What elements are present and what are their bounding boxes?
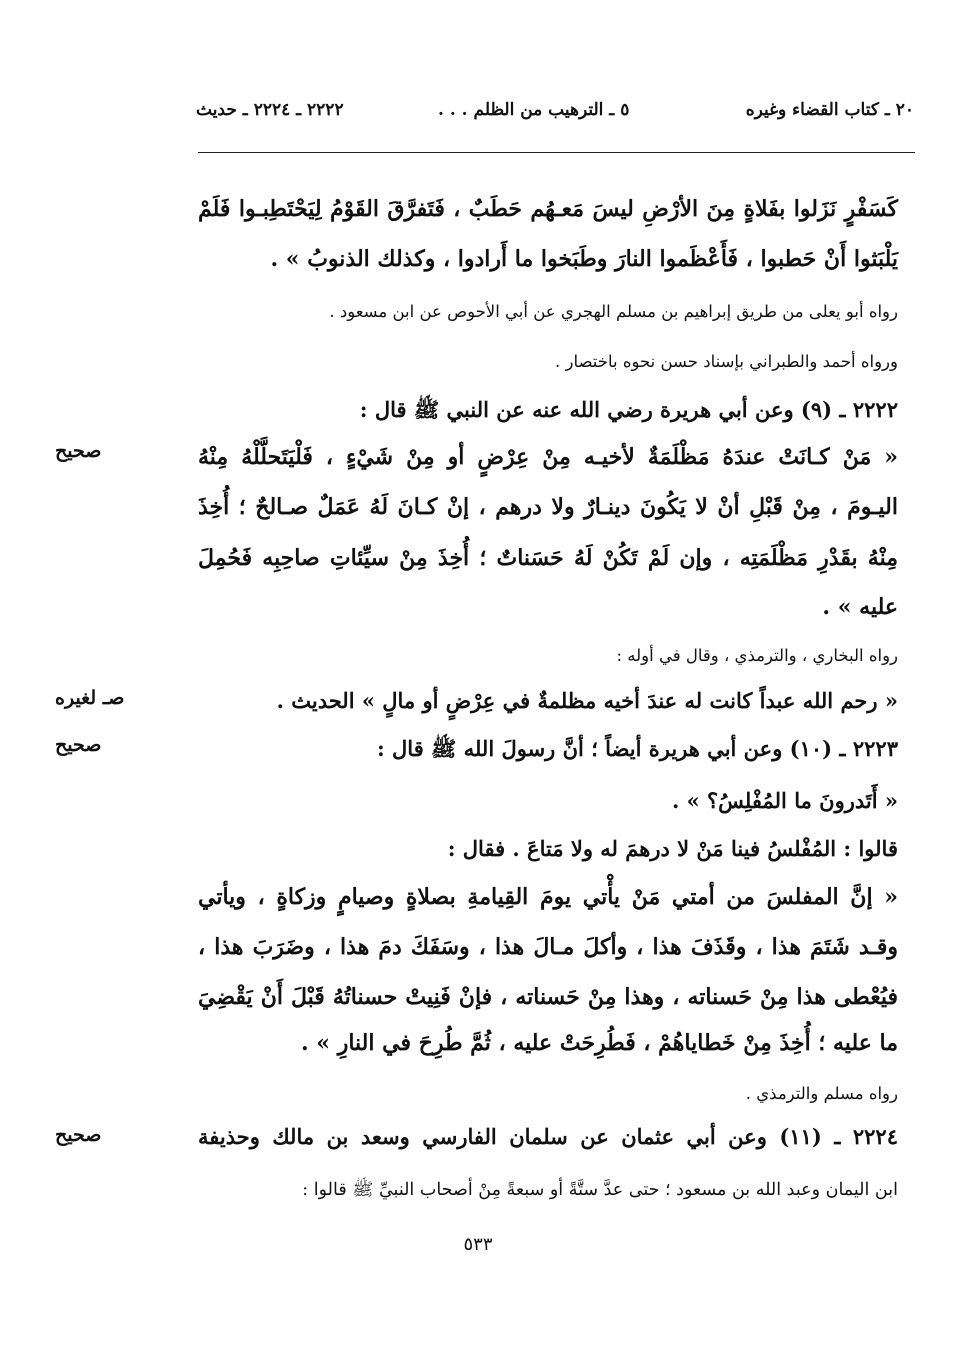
text-line: وقـد شَتَمَ هذا ، وقَذَفَ هذا ، وأكلَ مـالَ هذا ، وسَفَكَ دمَ هذا ، وضَرَبَ هذا ، xyxy=(198,934,898,960)
text-line: فيُعْطى هذا مِنْ حَسناته ، وهذا مِنْ حَسناته ، فإنْ فَنِيتْ حسناتُهُ قَبْلَ أَنْ يَقْضِيَ xyxy=(198,984,898,1010)
hadith-heading: ٢٢٢٣ ـ (١٠) وعن أبي هريرة أيضاً ؛ أنَّ رسولَ الله ﷺ قال : xyxy=(376,736,898,761)
text-line: عليه » . xyxy=(822,594,898,620)
text-line: قالوا : المُفْلسُ فينا مَنْ لا درهمَ له ولا مَتاعَ . فقال : xyxy=(447,836,898,861)
header-rule xyxy=(198,152,915,153)
header-hadith-range: ٢٢٢٢ ـ ٢٢٢٤ ـ حديث xyxy=(196,100,344,120)
text-line: يَلْبَثوا أَنْ حَطبوا ، فَأَعْظَموا النارَ وطَبَخوا ما أَرادوا ، وكذلك الذنوبُ » . xyxy=(270,246,898,272)
text-line: اليـومَ ، مِنْ قَبْلِ أنْ لا يَكُونَ دينـارٌ ولا درهم ، إنْ كـانَ لَهُ عَمَلٌ صـالحٌ ؛ أُخِذَ xyxy=(198,494,898,520)
source-note: رواه أبو يعلى من طريق إبراهيم بن مسلم الهجري عن أبي الأحوص عن ابن مسعود . xyxy=(329,302,898,321)
hadith-heading: ٢٢٢٤ ـ (١١) وعن أبي عثمان عن سلمان الفارسي وسعد بن مالك وحذيفة xyxy=(198,1124,898,1149)
text-line: « مَنْ كـانَتْ عندَهُ مَظْلَمَةٌ لأخيـه مِنْ عِرْضٍ أو مِنْ شَيْءٍ ، فَلْيَتَحلَّلْهُ مِنْهُ xyxy=(198,444,898,470)
header-chapter: ٢٠ ـ كتاب القضاء وغيره xyxy=(745,100,914,120)
text-line: « أَتَدرونَ ما المُفْلِسُ؟ » . xyxy=(671,788,898,813)
source-note: ورواه أحمد والطبراني بإسناد حسن نحوه باختصار . xyxy=(555,352,898,371)
text-line: « رحم الله عبداً كانت له عندَ أخيه مظلمةٌ في عِرْضٍ أو مالٍ » الحديث . xyxy=(276,688,898,713)
source-note: رواه مسلم والترمذي . xyxy=(745,1084,898,1103)
text-line: ابن اليمان وعبد الله بن مسعود ؛ حتى عدَّ ستَّةً أو سبعةً مِنْ أصحاب النبيِّ ﷺ قالوا : xyxy=(302,1180,898,1200)
text-line: « إنَّ المفلسَ من أمتي مَنْ يأْتي يومَ القِيامةِ بصلاةٍ وصيامٍ وزكاةٍ ، ويأتي xyxy=(198,884,898,910)
source-note: رواه البخاري ، والترمذي ، وقال في أوله : xyxy=(616,646,898,665)
header-section: ٥ ـ الترهيب من الظلم . . . xyxy=(438,100,630,120)
grade-label: صـ لغيره xyxy=(55,687,125,709)
text-line: كَسَفْرٍ نَزَلوا بفَلاةٍ مِنَ الأرْضِ ليسَ مَعـهُم حَطَبٌ ، فَتَفرَّقَ القَوْمُ لِيَحْتَطِبـوا فَلَمْ xyxy=(198,196,898,222)
page-number: ٥٣٣ xyxy=(463,1234,493,1255)
text-line: مِنْهُ بقَدْرِ مَظْلَمَتِه ، وإن لَمْ تَكُنْ لَهُ حَسَناتٌ ؛ أُخِذَ مِنْ سيِّئاتِ صاحِبِه فَحُمِلَ xyxy=(198,545,898,571)
grade-label: صحيح xyxy=(55,1124,102,1146)
grade-label: صحيح xyxy=(55,440,102,462)
text-line: ما عليه ؛ أُخِذَ مِنْ خَطاياهُمْ ، فَطُرِحَتْ عليه ، ثُمَّ طُرِحَ في النارِ » . xyxy=(300,1030,898,1056)
grade-label: صحيح xyxy=(55,734,102,756)
hadith-heading: ٢٢٢٢ ـ (٩) وعن أبي هريرة رضي الله عنه عن النبي ﷺ قال : xyxy=(359,397,898,422)
